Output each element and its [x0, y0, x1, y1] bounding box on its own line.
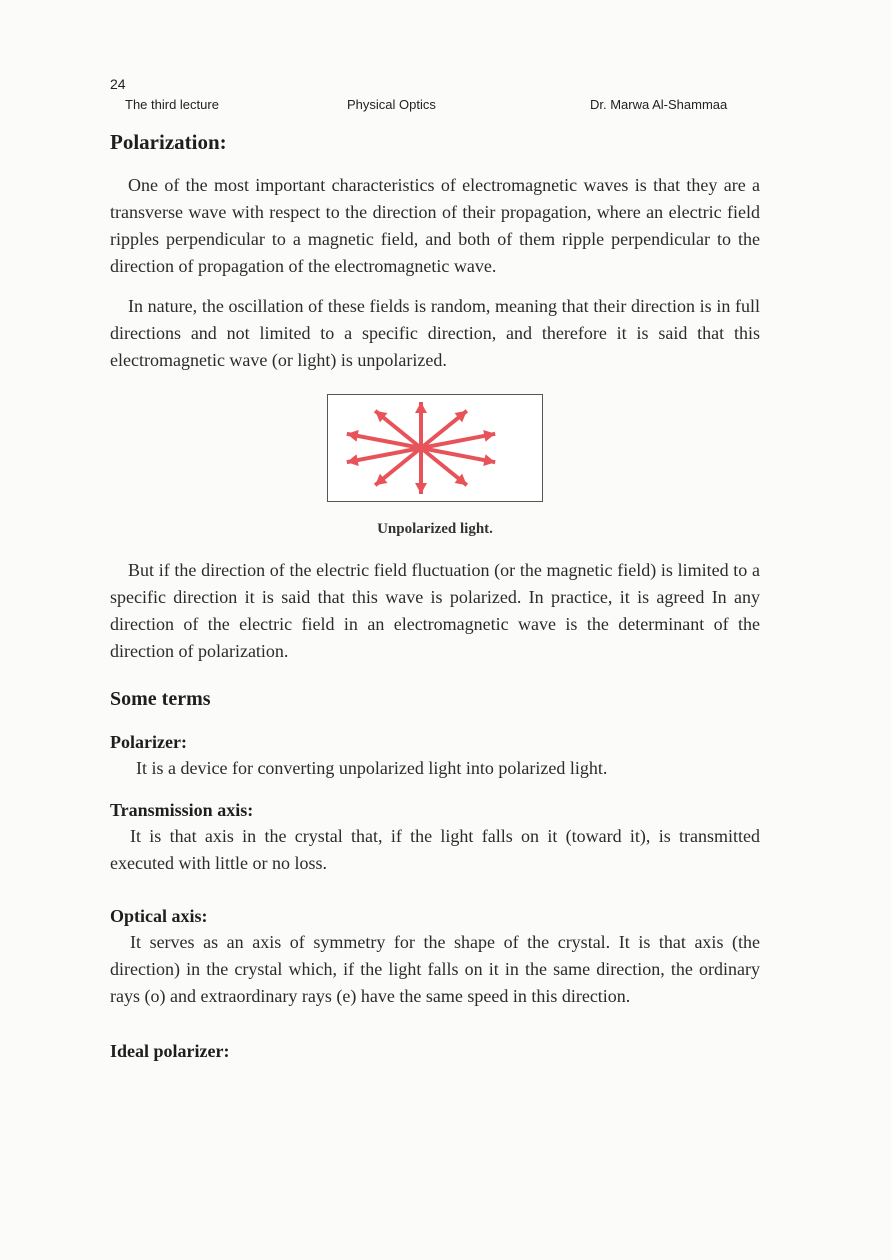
unpolarized-light-diagram [328, 395, 542, 501]
figure-caption: Unpolarized light. [377, 521, 493, 537]
figure [110, 394, 760, 543]
main-content [110, 128, 760, 1064]
term-transmission-axis-text: It is that axis in the crystal that, if the light falls on it (toward it), is transmitted executed with little or no loss. [110, 826, 760, 873]
term-optical-axis-text: It serves as an axis of symmetry for the shape of the crystal. It is that axis (the direction) in the crystal which, if the light falls on it in the same direction, the ordinary rays (o) and extraordinary rays (e) have the same speed in this direction. [110, 932, 760, 1006]
header-course: Physical Optics [347, 97, 436, 112]
header-author: Dr. Marwa Al-Shammaa [590, 97, 728, 112]
page-number: 24 [110, 76, 126, 92]
term-optical-axis-title: Optical axis: [110, 906, 208, 926]
term-transmission-axis-title: Transmission axis: [110, 800, 254, 820]
term-polarizer-title: Polarizer: [110, 732, 187, 752]
polarization-arrow-head [415, 483, 427, 494]
terms-title: Some terms [110, 688, 211, 710]
paragraph-3: But if the direction of the electric field fluctuation (or the magnetic field) is limited to a specific direction it is said that this wave is polarized. In practice, it is agreed In any direction of the electric field in an electromagnetic wave is the determinant of the direction of polarization. [110, 560, 760, 661]
header-lecture: The third lecture [125, 97, 219, 112]
polarization-arrow-head [415, 402, 427, 413]
section-title: Polarization: [110, 130, 227, 154]
figure-frame [327, 394, 543, 502]
term-ideal-polarizer-title: Ideal polarizer: [110, 1041, 230, 1061]
term-polarizer-text: It is a device for converting unpolarized light into polarized light. [136, 758, 608, 778]
paragraph-1: One of the most important characteristics of electromagnetic waves is that they are a transverse wave with respect to the direction of their propagation, where an electric field ripples perpendicular to a magnetic field, and both of them ripple perpendicular to the direction of propagation of the electromagnetic wave. [110, 175, 760, 276]
paragraph-2: In nature, the oscillation of these fields is random, meaning that their direction is in full directions and not limited to a specific direction, and therefore it is said that this electromagnetic wave (or light) is unpolarized. [110, 296, 760, 370]
